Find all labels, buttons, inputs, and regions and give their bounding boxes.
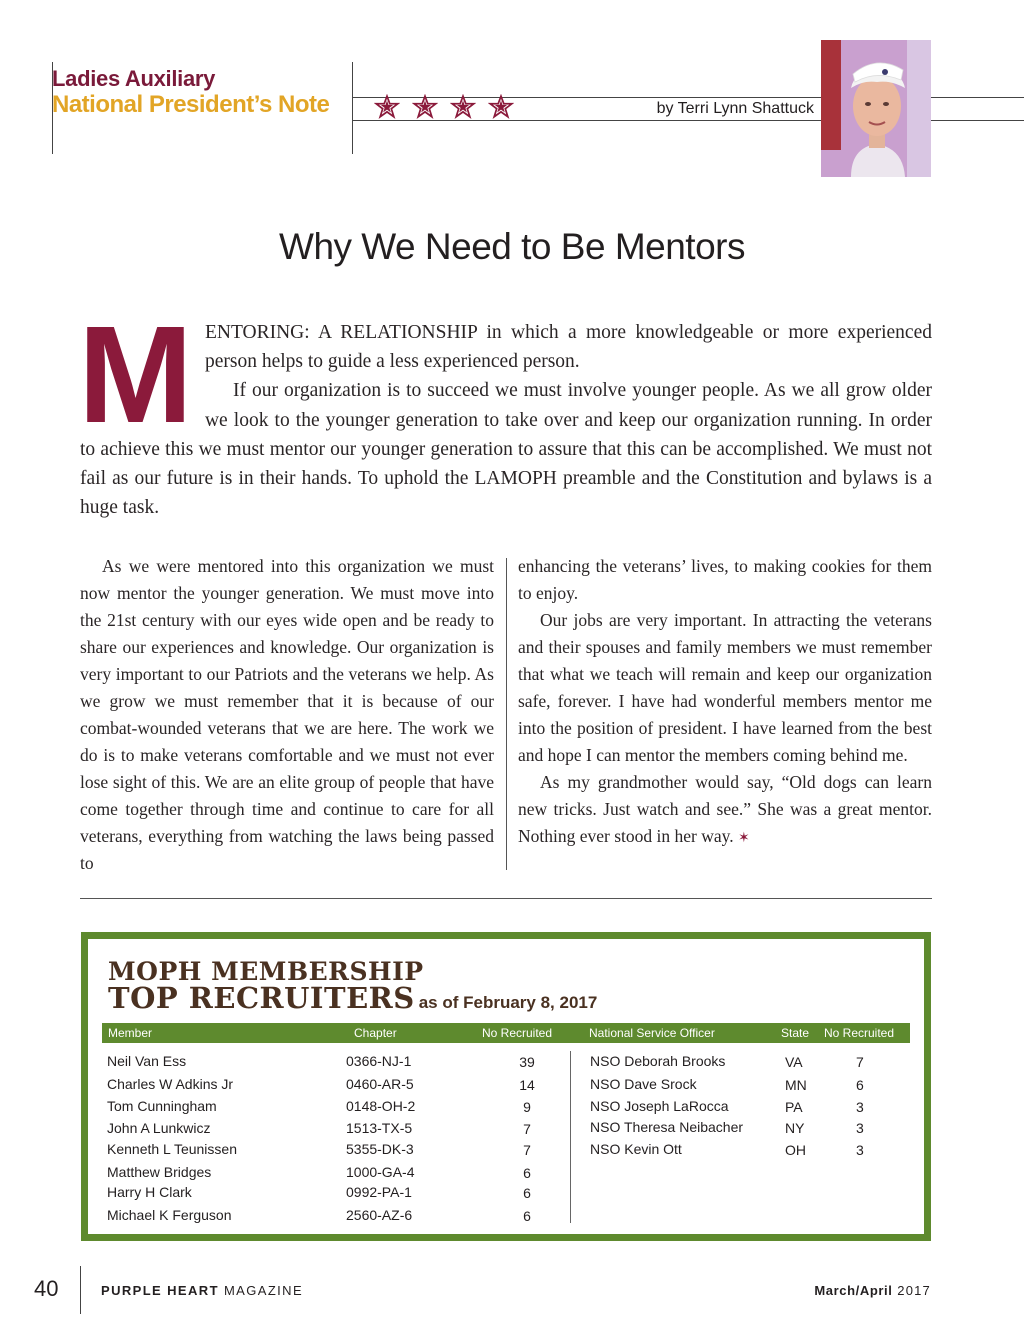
nso-count: 7 [856, 1054, 864, 1070]
nso-count: 3 [856, 1120, 864, 1136]
col-header-nso-no-recruited: No Recruited [824, 1026, 895, 1040]
magazine-name-bold: PURPLE HEART [101, 1283, 219, 1298]
author-portrait [821, 40, 931, 177]
as-of-date: as of February 8, 2017 [418, 993, 598, 1012]
intro-paragraph-2: If our organization is to succeed we must involve younger people. As we all grow older we look to the younger generation to take over and keep our organization running. In order to achieve this we must mentor our younger generation to assure that this can be accomplished. We must not fail as our future is in their hands. To uphold the LAMOPH preamble and the Constitution and bylaws is a huge task. [80, 380, 932, 519]
member-chapter: 2560-AZ-6 [346, 1207, 413, 1223]
nso-state: OH [785, 1142, 806, 1158]
col-header-no-recruited: No Recruited [482, 1026, 553, 1040]
member-name: John A Lunkwicz [107, 1120, 211, 1136]
footer-divider [80, 1266, 81, 1314]
star-icon [374, 94, 400, 120]
col-header-nso: National Service Officer [589, 1026, 715, 1040]
drop-cap: M [78, 298, 193, 452]
section-title: National President’s Note [52, 91, 330, 118]
member-count: 39 [519, 1054, 535, 1070]
magazine-name-rest: MAGAZINE [223, 1283, 304, 1298]
nso-count: 3 [856, 1142, 864, 1158]
member-count: 6 [523, 1165, 531, 1181]
nso-state: MN [785, 1077, 807, 1093]
article-column-right [518, 553, 932, 852]
star-icon [450, 94, 476, 120]
member-name: Matthew Bridges [107, 1164, 212, 1180]
nso-name: NSO Joseph LaRocca [590, 1098, 729, 1114]
nso-name: NSO Kevin Ott [590, 1141, 682, 1157]
box-title-line1: MOPH MEMBERSHIP [108, 957, 424, 986]
star-row [374, 94, 514, 120]
member-chapter: 1000-GA-4 [346, 1164, 415, 1180]
end-mark-icon: ✶ [738, 831, 750, 846]
closing-text: As my grandmother would say, “Old dogs can learn new tricks. Just watch and see.” She was a great mentor. Nothing ever stood in her way. [518, 772, 932, 846]
table-divider [570, 1051, 571, 1223]
member-chapter: 0148-OH-2 [346, 1098, 416, 1114]
member-name: Harry H Clark [107, 1184, 192, 1200]
member-chapter: 1513-TX-5 [346, 1120, 413, 1136]
member-chapter: 0992-PA-1 [346, 1184, 412, 1200]
top-recruiters-box [81, 932, 931, 1241]
header-rule-right [352, 62, 353, 154]
section-kicker: Ladies Auxiliary [52, 66, 216, 91]
member-chapter: 0460-AR-5 [346, 1076, 414, 1092]
star-icon [488, 94, 514, 120]
member-name: Tom Cunningham [107, 1098, 217, 1114]
body-paragraph: Our jobs are very important. In attracting the veterans and their spouses and family members we must remember that what we teach will remain and keep our organization safe, forever. I have had wonderful members mentor me into the position of president. I have learned from the best and hope I can mentor the members coming behind me. [518, 610, 932, 765]
article-headline: Why We Need to Be Mentors [279, 226, 745, 267]
nso-name: NSO Dave Srock [590, 1076, 697, 1092]
magazine-name [101, 1283, 303, 1298]
box-title-main: TOP RECRUITERS [108, 981, 415, 1015]
nso-name: NSO Theresa Neibacher [590, 1119, 744, 1135]
member-chapter: 5355-DK-3 [346, 1141, 414, 1157]
nso-count: 3 [856, 1099, 864, 1115]
portrait-illustration [821, 40, 931, 177]
member-count: 6 [523, 1208, 531, 1224]
issue-months: March/April [814, 1283, 893, 1298]
col-header-chapter: Chapter [354, 1026, 397, 1040]
table-header [102, 1023, 910, 1043]
member-name: Neil Van Ess [107, 1053, 187, 1069]
body-paragraph: As we were mentored into this organization we must now mentor the younger generation. We must move into the 21st century with our eyes wide open and be ready to share our experiences and knowledge. Our organization is very important to our Patriots and the veterans we help. As we grow we must remember that it is because of our combat-wounded veterans that we are here. The work we do is to make veterans comfortable and we must not ever lose sight of this. We are an elite group of people that have come together through time and continue to care for all veterans, everything from watching the laws being passed to [80, 556, 494, 873]
member-count: 14 [519, 1077, 535, 1093]
member-count: 9 [523, 1099, 531, 1115]
member-name: Kenneth L Teunissen [107, 1141, 237, 1157]
intro-paragraph-1: ENTORING: A RELATIONSHIP in which a more knowledgeable or more experienced person helps to guide a less experienced person. [204, 322, 932, 373]
nso-count: 6 [856, 1077, 864, 1093]
col-header-state: State [781, 1026, 810, 1040]
page-number: 40 [34, 1276, 59, 1301]
member-chapter: 0366-NJ-1 [346, 1053, 412, 1069]
member-count: 7 [523, 1121, 531, 1137]
member-count: 6 [523, 1185, 531, 1201]
star-icon [412, 94, 438, 120]
section-divider [80, 898, 932, 899]
member-name: Michael K Ferguson [107, 1207, 232, 1223]
issue-date [814, 1283, 931, 1298]
member-name: Charles W Adkins Jr [107, 1076, 234, 1092]
col-header-member: Member [108, 1026, 153, 1040]
byline: by Terri Lynn Shattuck [656, 100, 814, 117]
body-paragraph [518, 769, 932, 852]
column-divider [506, 558, 507, 870]
body-paragraph: enhancing the veterans’ lives, to making cookies for them to enjoy. [518, 556, 932, 603]
member-count: 7 [523, 1142, 531, 1158]
nso-state: NY [785, 1120, 805, 1136]
nso-state: PA [785, 1099, 803, 1115]
nso-name: NSO Deborah Brooks [590, 1053, 726, 1069]
box-title-line2 [108, 981, 597, 1015]
article-column-left [80, 553, 494, 877]
article-intro [78, 298, 932, 522]
nso-state: VA [785, 1054, 803, 1070]
issue-year: 2017 [897, 1283, 931, 1298]
